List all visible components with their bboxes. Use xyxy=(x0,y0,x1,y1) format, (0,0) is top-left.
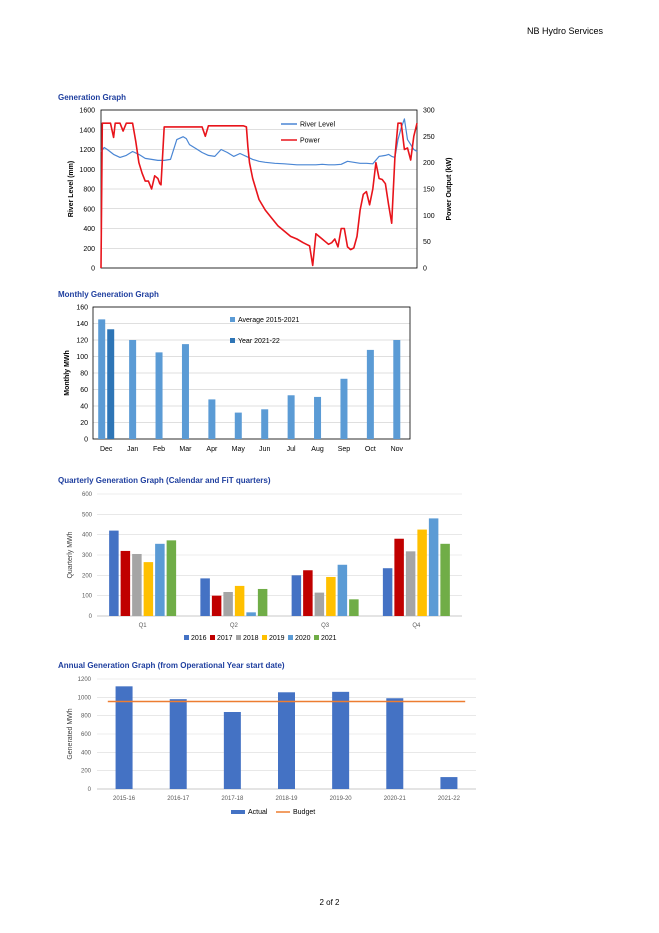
x-tick-label: 2020-21 xyxy=(383,796,406,802)
legend-swatch xyxy=(236,635,241,640)
bar xyxy=(340,379,347,439)
bar xyxy=(235,413,242,439)
y2-axis-label: Power Output (kW) xyxy=(446,157,453,221)
bar xyxy=(223,592,233,616)
legend-entry: Average 2015-2021 xyxy=(238,317,300,324)
series-line-river-level xyxy=(101,119,417,165)
y-tick-label: 600 xyxy=(81,492,92,498)
y-tick-label: 500 xyxy=(81,512,92,519)
annual-graph-title: Annual Generation Graph (from Operational Year start date) xyxy=(58,661,285,670)
bar xyxy=(208,399,215,439)
legend-swatch xyxy=(230,338,235,343)
legend-entry: Year 2021-22 xyxy=(238,338,280,345)
bar xyxy=(417,530,427,616)
series-line-power xyxy=(101,123,417,268)
bar xyxy=(109,531,119,616)
x-tick-label: Jan xyxy=(126,446,139,453)
bar xyxy=(170,699,187,789)
y-tick-label: 200 xyxy=(80,768,91,775)
y-tick-label: 800 xyxy=(83,186,95,194)
bar xyxy=(303,570,313,616)
legend-entry: 2021 xyxy=(321,635,337,642)
x-tick-label: Jul xyxy=(286,446,296,453)
y-tick-label: 800 xyxy=(80,713,91,720)
y-tick-label: 100 xyxy=(81,593,92,600)
y2-tick-label: 150 xyxy=(423,186,435,194)
bar xyxy=(394,539,404,616)
bar xyxy=(156,352,163,439)
x-tick-label: Nov xyxy=(390,446,404,453)
y-tick-label: 600 xyxy=(83,206,95,214)
bar xyxy=(182,344,189,439)
bar xyxy=(129,340,136,439)
legend-entry: 2016 xyxy=(191,635,207,642)
bar xyxy=(332,692,349,789)
y-tick-label: 120 xyxy=(76,337,88,345)
x-tick-label: May xyxy=(231,446,245,453)
y-tick-label: 200 xyxy=(83,245,95,253)
generation-graph-title: Generation Graph xyxy=(58,93,127,102)
y-tick-label: 400 xyxy=(83,226,95,233)
bar xyxy=(98,319,105,439)
legend-entry: River Level xyxy=(300,121,336,129)
y2-tick-label: 100 xyxy=(423,212,435,220)
y-tick-label: 80 xyxy=(80,370,88,378)
annual-generation-graph xyxy=(0,672,659,822)
x-tick-label: Dec xyxy=(99,446,113,453)
bar xyxy=(246,612,256,616)
bar xyxy=(258,589,268,616)
y-tick-label: 160 xyxy=(76,304,88,312)
bar xyxy=(349,599,359,616)
x-tick-label: 2016-17 xyxy=(167,796,190,802)
y-tick-label: 0 xyxy=(91,265,95,273)
y-tick-label: 400 xyxy=(81,532,92,539)
y-axis-label: Quarterly MWh xyxy=(67,531,74,579)
quarterly-generation-graph xyxy=(0,487,659,650)
legend-entry: Actual xyxy=(248,809,268,816)
bar xyxy=(144,562,154,616)
y-tick-label: 200 xyxy=(81,573,92,580)
bar xyxy=(132,554,142,616)
y-tick-label: 1200 xyxy=(77,677,91,683)
bar xyxy=(367,350,374,439)
legend-swatch xyxy=(262,635,267,640)
bar xyxy=(440,544,450,616)
bar xyxy=(314,397,321,439)
bar xyxy=(200,578,210,616)
legend-entry: 2020 xyxy=(295,635,311,642)
bar xyxy=(261,409,268,439)
bar xyxy=(288,395,295,439)
y2-tick-label: 200 xyxy=(423,160,435,168)
bar xyxy=(440,777,457,789)
x-tick-label: Mar xyxy=(179,446,192,453)
bar xyxy=(155,544,165,616)
x-tick-label: 2018-19 xyxy=(275,796,298,802)
legend-entry: 2018 xyxy=(243,635,259,642)
generation-graph xyxy=(0,100,659,275)
y-tick-label: 300 xyxy=(81,553,92,559)
y-tick-label: 100 xyxy=(76,354,88,361)
x-tick-label: Apr xyxy=(206,446,218,453)
bar xyxy=(212,596,222,616)
y-tick-label: 1000 xyxy=(79,166,95,174)
x-tick-label: Sep xyxy=(337,446,351,453)
y-tick-label: 1200 xyxy=(79,147,95,154)
y-tick-label: 1600 xyxy=(79,107,95,115)
y-tick-label: 600 xyxy=(80,732,91,738)
bar xyxy=(292,575,302,616)
y-tick-label: 0 xyxy=(88,614,92,620)
legend-swatch xyxy=(184,635,189,640)
y2-tick-label: 300 xyxy=(423,107,435,115)
legend-swatch xyxy=(210,635,215,640)
y-tick-label: 1000 xyxy=(77,695,91,702)
y-tick-label: 1400 xyxy=(79,127,95,135)
y2-tick-label: 50 xyxy=(423,239,431,247)
bar xyxy=(383,568,393,616)
bar xyxy=(235,586,245,616)
bar xyxy=(121,551,131,616)
bar xyxy=(393,340,400,439)
y-tick-label: 400 xyxy=(80,750,91,757)
y-tick-label: 0 xyxy=(84,436,88,444)
x-tick-label: Aug xyxy=(311,446,324,453)
x-tick-label: 2017-18 xyxy=(221,796,244,802)
y-tick-label: 60 xyxy=(80,387,88,394)
quarterly-graph-title: Quarterly Generation Graph (Calendar and FiT quarters) xyxy=(58,476,271,485)
page-header: NB Hydro Services xyxy=(526,26,603,36)
x-tick-label: 2021-22 xyxy=(437,796,460,802)
bar xyxy=(326,577,336,616)
monthly-graph-title: Monthly Generation Graph xyxy=(58,290,159,299)
x-tick-label: Feb xyxy=(153,446,166,453)
bar xyxy=(278,692,295,789)
x-tick-label: Jun xyxy=(259,446,271,453)
bar xyxy=(224,712,241,789)
legend-swatch xyxy=(230,317,235,322)
y-axis-label: Monthly MWh xyxy=(64,350,71,396)
bar xyxy=(429,518,439,616)
page-footer: 2 of 2 xyxy=(319,898,340,907)
legend-entry: 2017 xyxy=(217,635,233,642)
y-tick-label: 20 xyxy=(80,420,88,427)
legend-swatch xyxy=(231,810,245,814)
bar xyxy=(406,551,416,616)
legend-entry: 2019 xyxy=(269,635,285,642)
bar xyxy=(386,698,403,789)
x-tick-label: 2015-16 xyxy=(113,796,136,802)
y2-tick-label: 0 xyxy=(423,265,427,273)
bar xyxy=(315,593,325,616)
bar xyxy=(338,565,348,616)
y-axis-label: River Level (mm) xyxy=(68,160,75,218)
bar xyxy=(167,540,177,616)
legend-entry: Power xyxy=(300,137,320,145)
monthly-generation-graph xyxy=(0,300,659,462)
y-tick-label: 40 xyxy=(80,403,88,411)
legend-swatch xyxy=(314,635,319,640)
x-tick-label: Q4 xyxy=(412,623,421,629)
x-tick-label: 2019-20 xyxy=(329,796,352,802)
legend-swatch xyxy=(288,635,293,640)
y-tick-label: 140 xyxy=(76,321,88,328)
legend-entry: Budget xyxy=(293,809,316,816)
x-tick-label: Oct xyxy=(364,446,376,453)
y2-tick-label: 250 xyxy=(423,133,435,141)
bar xyxy=(107,329,114,439)
x-tick-label: Q1 xyxy=(138,623,147,629)
y-tick-label: 0 xyxy=(87,787,91,793)
x-tick-label: Q2 xyxy=(229,623,238,629)
y-axis-label: Generated MWh xyxy=(67,708,74,760)
x-tick-label: Q3 xyxy=(321,623,330,629)
